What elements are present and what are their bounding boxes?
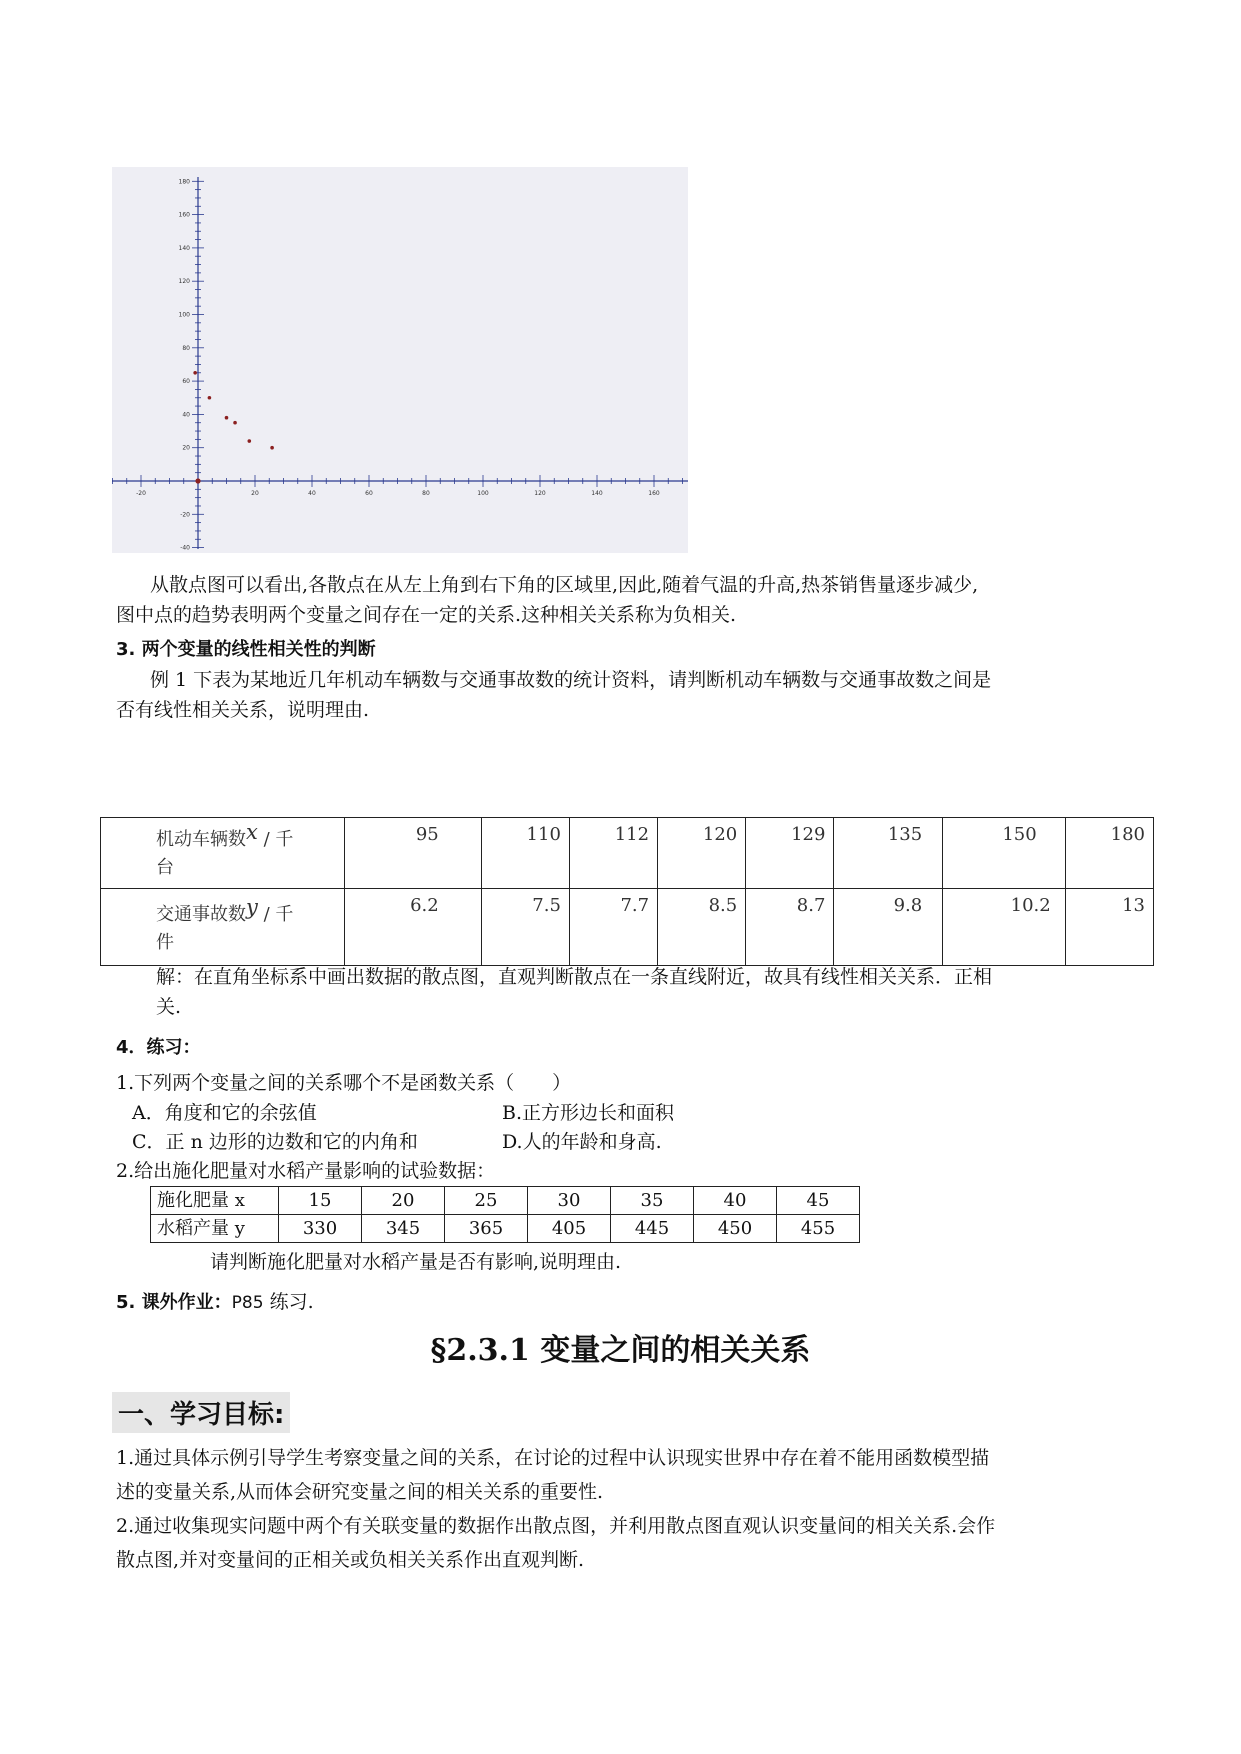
scatter-point (195, 478, 200, 483)
table-row-label: 水稻产量 y (151, 1215, 279, 1243)
y-tick-label: 120 (178, 278, 190, 286)
option-c: C．正 n 边形的边数和它的内角和 (132, 1131, 418, 1153)
table-cell: 8.7 (746, 889, 834, 966)
table-cell: 450 (694, 1215, 777, 1243)
scatter-point (270, 446, 274, 450)
table-cell: 13 (1065, 889, 1153, 966)
section-3-title: 3. 两个变量的线性相关性的判断 (116, 639, 376, 660)
x-tick-label: 100 (477, 490, 489, 497)
learning-goals-heading: 一、学习目标: (112, 1392, 290, 1433)
table-cell: 9.8 (834, 889, 943, 966)
table-cell: 330 (279, 1215, 362, 1243)
scatter-svg (112, 167, 688, 553)
y-tick-label: 100 (178, 311, 190, 319)
x-tick-label: 60 (365, 490, 373, 497)
scatter-point (193, 371, 197, 375)
scatter-point (248, 439, 252, 443)
table-cell: 7.7 (569, 889, 657, 966)
scatter-point (208, 396, 212, 400)
table-cell: 10.2 (943, 889, 1066, 966)
table-cell: 180 (1065, 818, 1153, 889)
option-b: B.正方形边长和面积 (502, 1102, 675, 1124)
solution-line: 关. (156, 996, 182, 1018)
table-cell: 110 (481, 818, 569, 889)
y-tick-label: 60 (182, 378, 190, 386)
y-tick-label: 80 (182, 344, 190, 352)
table-row-label: 交通事故数y / 千 件 (101, 889, 345, 966)
table-cell: 445 (611, 1215, 694, 1243)
x-tick-label: 120 (534, 490, 546, 497)
table-cell: 120 (658, 818, 746, 889)
table-row (151, 1215, 860, 1243)
goal-line: 散点图,并对变量间的正相关或负相关关系作出直观判断. (116, 1549, 585, 1571)
scatter-plot (112, 167, 688, 553)
main-title: §2.3.1 变量之间的相关关系 (430, 1333, 811, 1368)
table-cell: 7.5 (481, 889, 569, 966)
fertilizer-rice-table (150, 1186, 860, 1243)
table-cell: 40 (694, 1187, 777, 1215)
table-cell: 150 (943, 818, 1066, 889)
paragraph-line: 图中点的趋势表明两个变量之间存在一定的关系.这种相关关系称为负相关. (116, 604, 737, 626)
table-cell: 15 (279, 1187, 362, 1215)
x-tick-label: 40 (308, 490, 316, 497)
table-cell: 135 (834, 818, 943, 889)
option-a: A．角度和它的余弦值 (132, 1102, 317, 1124)
table-row (151, 1187, 860, 1215)
table-cell: 25 (445, 1187, 528, 1215)
y-tick-label: 20 (182, 444, 190, 452)
question-2-prompt: 请判断施化肥量对水稻产量是否有影响,说明理由. (210, 1251, 622, 1273)
table-cell: 112 (569, 818, 657, 889)
solution-line: 解：在直角坐标系中画出数据的散点图，直观判断散点在一条直线附近，故具有线性相关关系．正相 (156, 966, 993, 988)
table-cell: 8.5 (658, 889, 746, 966)
section-5-line: 5. 课外作业：P85 练习. (116, 1291, 314, 1313)
question-1: 1.下列两个变量之间的关系哪个不是函数关系（ ） (116, 1072, 572, 1094)
x-tick-label: 20 (251, 490, 259, 497)
table-cell: 405 (528, 1215, 611, 1243)
table-row (101, 818, 1154, 889)
table-cell: 365 (445, 1215, 528, 1243)
scatter-point (225, 416, 229, 420)
y-tick-label: 40 (182, 411, 190, 419)
table-row-label: 机动车辆数x / 千 台 (101, 818, 345, 889)
table-row (101, 889, 1154, 966)
vehicles-accidents-table (100, 817, 1154, 966)
scatter-point (233, 421, 237, 425)
paragraph-line: 从散点图可以看出,各散点在从左上角到右下角的区域里,因此,随着气温的升高,热茶销售量逐步减少, (150, 574, 979, 596)
goal-line: 1.通过具体示例引导学生考察变量之间的关系，在讨论的过程中认识现实世界中存在着不能用函数模型描 (116, 1447, 990, 1469)
x-tick-label: 140 (591, 490, 603, 497)
goal-line: 2.通过收集现实问题中两个有关联变量的数据作出散点图，并利用散点图直观认识变量间的相关关系.会作 (116, 1515, 996, 1537)
table-cell: 345 (362, 1215, 445, 1243)
table-cell: 455 (777, 1215, 860, 1243)
table-cell: 129 (746, 818, 834, 889)
y-tick-label: 140 (178, 244, 190, 252)
y-tick-label: 180 (178, 178, 190, 186)
example-1-line: 否有线性相关关系，说明理由. (116, 699, 370, 721)
goal-line: 述的变量关系,从而体会研究变量之间的相关关系的重要性. (116, 1481, 604, 1503)
table-cell: 95 (345, 818, 482, 889)
option-d: D.人的年龄和身高. (502, 1131, 662, 1153)
question-2: 2.给出施化肥量对水稻产量影响的试验数据： (116, 1160, 496, 1182)
x-tick-label: 80 (422, 490, 430, 497)
table-cell: 20 (362, 1187, 445, 1215)
table-row-label: 施化肥量 x (151, 1187, 279, 1215)
y-tick-label: 160 (178, 211, 190, 219)
table-cell: 30 (528, 1187, 611, 1215)
x-tick-label: 160 (648, 490, 660, 497)
y-tick-label: -20 (180, 511, 190, 519)
table-cell: 35 (611, 1187, 694, 1215)
section-4-title: 4．练习： (116, 1037, 201, 1058)
x-tick-label: -20 (136, 490, 146, 497)
table-cell: 6.2 (345, 889, 482, 966)
example-1-line: 例 1 下表为某地近几年机动车辆数与交通事故数的统计资料，请判断机动车辆数与交通事故数之间是 (150, 669, 992, 691)
y-tick-label: -40 (180, 544, 190, 552)
table-cell: 45 (777, 1187, 860, 1215)
